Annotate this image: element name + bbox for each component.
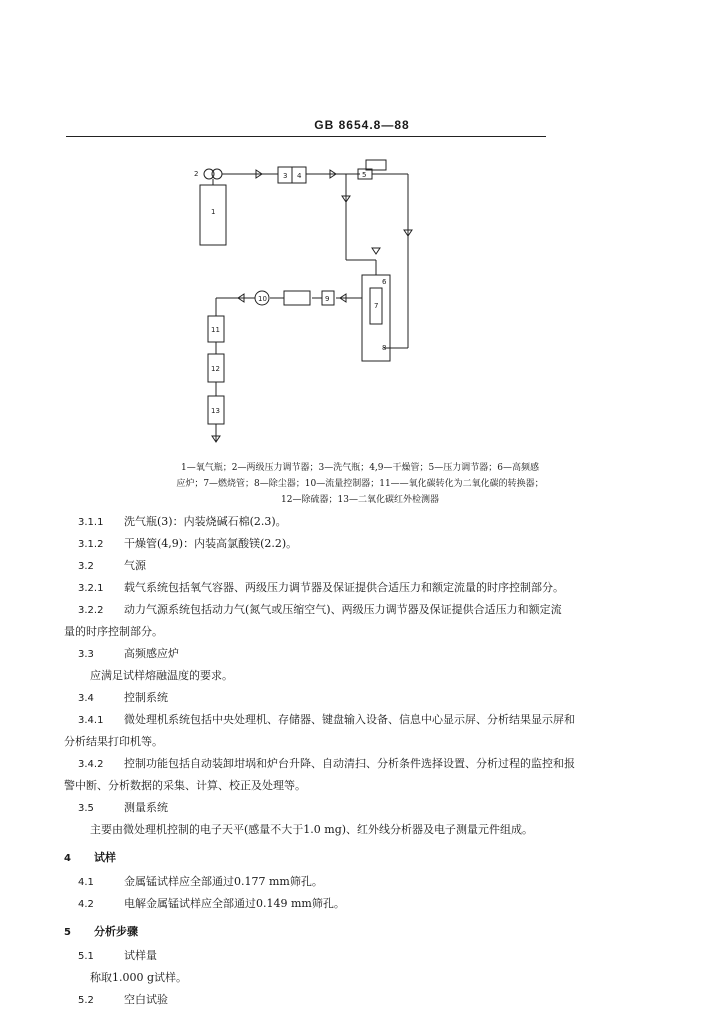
section-3-2: 3.2 气源	[78, 559, 146, 572]
apparatus-diagram	[190, 150, 430, 450]
section-3-5: 3.5 测量系统	[78, 801, 168, 814]
flow-controller	[284, 291, 310, 305]
label-9: 9	[325, 295, 330, 303]
section-3-4-1-cont: 分析结果打印机等。	[64, 735, 163, 748]
section-3-3: 3.3 高频感应炉	[78, 647, 179, 660]
section-3-2-2-cont: 量的时序控制部分。	[64, 625, 163, 638]
section-3-2-1: 3.2.1 载气系统包括氧气容器、两级压力调节器及保证提供合适压力和额定流量的时序控制部分。	[78, 581, 564, 594]
section-4-heading: 4 试样	[64, 851, 116, 864]
caption-line-2: 应炉；7—燃烧管；8—除尘器；10—流量控制器；11——氧化碳转化为二氧化碳的转换器；	[176, 479, 544, 489]
label-13: 13	[211, 407, 220, 415]
section-3-3-body: 应满足试样熔融温度的要求。	[90, 669, 233, 682]
section-4-2: 4.2 电解金属锰试样应全部通过0.149 mm筛孔。	[78, 897, 345, 910]
flow-arrow-5	[372, 248, 380, 254]
section-3-2-2: 3.2.2 动力气源系统包括动力气(氮气或压缩空气)、两级压力调节器及保证提供合适压力和额定流	[78, 603, 562, 616]
label-4: 4	[297, 172, 302, 180]
section-3-1-2: 3.1.2 干燥管(4,9)：内装高氯酸镁(2.2)。	[78, 537, 298, 550]
section-3-4-1: 3.4.1 微处理机系统包括中央处理机、存储器、键盘输入设备、信息中心显示屏、分析结果显示屏和	[78, 713, 575, 726]
label-8: 8	[382, 344, 387, 352]
section-5-1: 5.1 试样量	[78, 949, 157, 962]
section-3-1-1: 3.1.1 洗气瓶(3)：内装烧碱石棉(2.3)。	[78, 515, 287, 528]
label-10: 10	[258, 295, 267, 303]
standard-code-header: GB 8654.8—88	[314, 118, 410, 132]
section-3-4-2: 3.4.2 控制功能包括自动装卸坩埚和炉台升降、自动清扫、分析条件选择设置、分析过程的监控和报	[78, 757, 575, 770]
figure-caption	[110, 460, 610, 508]
label-3: 3	[283, 172, 288, 180]
label-7: 7	[374, 302, 379, 310]
section-3-5-body: 主要由微处理机控制的电子天平(感量不大于1.0 mg)、红外线分析器及电子测量元件组成。	[90, 823, 534, 836]
section-5-1-body: 称取1.000 g试样。	[90, 971, 188, 984]
label-5: 5	[362, 171, 367, 179]
section-3-4-2-cont: 警中断、分析数据的采集、计算、校正及处理等。	[64, 779, 306, 792]
section-5-2: 5.2 空白试验	[78, 993, 168, 1006]
section-5-heading: 5 分析步骤	[64, 925, 138, 938]
label-6: 6	[382, 278, 387, 286]
label-1: 1	[211, 208, 216, 216]
label-11: 11	[211, 326, 220, 334]
section-4-1: 4.1 金属锰试样应全部通过0.177 mm筛孔。	[78, 875, 323, 888]
caption-line-1: 1—氧气瓶；2—两级压力调节器；3—洗气瓶；4,9—干燥管；5—压力调节器；6—高频感	[181, 463, 539, 473]
section-3-4: 3.4 控制系统	[78, 691, 168, 704]
caption-line-3: 12—除硫器；13—二氧化碳红外检测器	[281, 495, 439, 505]
label-2: 2	[194, 170, 199, 178]
header-rule	[66, 136, 546, 137]
label-12: 12	[211, 365, 220, 373]
